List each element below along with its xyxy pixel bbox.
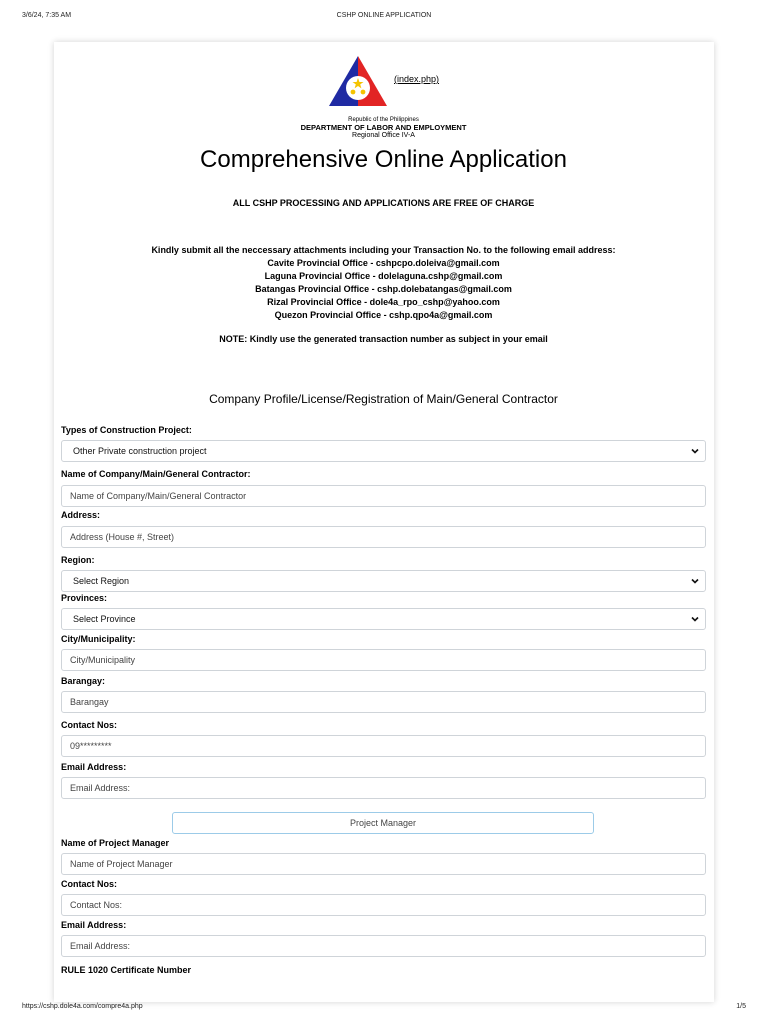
- region-select[interactable]: [61, 570, 706, 592]
- republic-text: Republic of the Philippines: [348, 117, 419, 123]
- pm-name-label: Name of Project Manager: [61, 838, 170, 848]
- contact-label: Contact Nos:: [61, 720, 117, 730]
- application-card: [54, 42, 714, 1002]
- address-input[interactable]: Address (House #, Street): [61, 526, 706, 548]
- company-name-label: Name of Company/Main/General Contractor:: [61, 469, 251, 479]
- project-type-value: Other Private construction project: [73, 446, 207, 456]
- rule-1020-label: RULE 1020 Certificate Number: [61, 965, 192, 975]
- pm-email-input[interactable]: Email Address:: [61, 935, 706, 957]
- agency-block: [61, 116, 706, 140]
- barangay-input[interactable]: Barangay: [61, 691, 706, 713]
- print-page-number: 1/5: [736, 1003, 746, 1010]
- pm-contact-input[interactable]: Contact Nos:: [61, 894, 706, 916]
- city-label: City/Municipality:: [61, 634, 136, 644]
- page-title: Comprehensive Online Application: [200, 146, 567, 173]
- pm-contact-label: Contact Nos:: [61, 879, 117, 889]
- section-title: Company Profile/License/Registration of Main/General Contractor: [209, 392, 558, 406]
- regional-office-text: Regional Office IV-A: [352, 132, 415, 139]
- department-text: DEPARTMENT OF LABOR AND EMPLOYMENT: [300, 123, 467, 132]
- office-email-line: Rizal Provincial Office - dole4a_rpo_cshp@yahoo.com: [267, 297, 500, 307]
- company-name-input[interactable]: Name of Company/Main/General Contractor: [61, 485, 706, 507]
- transaction-note: NOTE: Kindly use the generated transaction number as subject in your email: [219, 334, 548, 344]
- chevron-down-icon: [691, 615, 699, 623]
- logo-row: [61, 54, 706, 114]
- office-email-line: Laguna Provincial Office - dolelaguna.cshp@gmail.com: [264, 271, 503, 281]
- project-type-label: Types of Construction Project:: [61, 425, 192, 435]
- office-email-line: Cavite Provincial Office - cshpcpo.doleiva@gmail.com: [267, 258, 500, 268]
- region-label: Region:: [61, 555, 95, 565]
- email-input[interactable]: Email Address:: [61, 777, 706, 799]
- province-value: Select Province: [73, 614, 136, 624]
- chevron-down-icon: [691, 447, 699, 455]
- project-manager-button[interactable]: Project Manager: [172, 812, 594, 834]
- region-value: Select Region: [73, 576, 130, 586]
- project-type-select[interactable]: [61, 440, 706, 462]
- office-email-line: Batangas Provincial Office - cshp.dolebatangas@gmail.com: [255, 284, 512, 294]
- submit-intro: Kindly submit all the neccessary attachments including your Transaction No. to the following email address:: [151, 245, 616, 255]
- print-datetime: 3/6/24, 7:35 AM: [22, 12, 72, 19]
- province-select[interactable]: [61, 608, 706, 630]
- address-label: Address:: [61, 510, 101, 520]
- contact-input[interactable]: 09*********: [61, 735, 706, 757]
- pm-email-label: Email Address:: [61, 920, 127, 930]
- submission-instructions: [61, 244, 706, 322]
- email-label: Email Address:: [61, 762, 127, 772]
- city-input[interactable]: City/Municipality: [61, 649, 706, 671]
- print-header: [0, 0, 768, 30]
- province-label: Provinces:: [61, 593, 108, 603]
- chevron-down-icon: [691, 577, 699, 585]
- home-link[interactable]: (index.php): [394, 74, 440, 84]
- print-footer: [0, 1003, 768, 1017]
- free-charge-note: ALL CSHP PROCESSING AND APPLICATIONS ARE FREE OF CHARGE: [232, 198, 535, 208]
- print-url: https://cshp.dole4a.com/compre4a.php: [22, 1003, 143, 1010]
- print-doc-title: CSHP ONLINE APPLICATION: [336, 12, 432, 19]
- dole-logo-icon[interactable]: [327, 54, 389, 108]
- pm-name-input[interactable]: Name of Project Manager: [61, 853, 706, 875]
- barangay-label: Barangay:: [61, 676, 106, 686]
- office-email-line: Quezon Provincial Office - cshp.qpo4a@gmail.com: [274, 310, 493, 320]
